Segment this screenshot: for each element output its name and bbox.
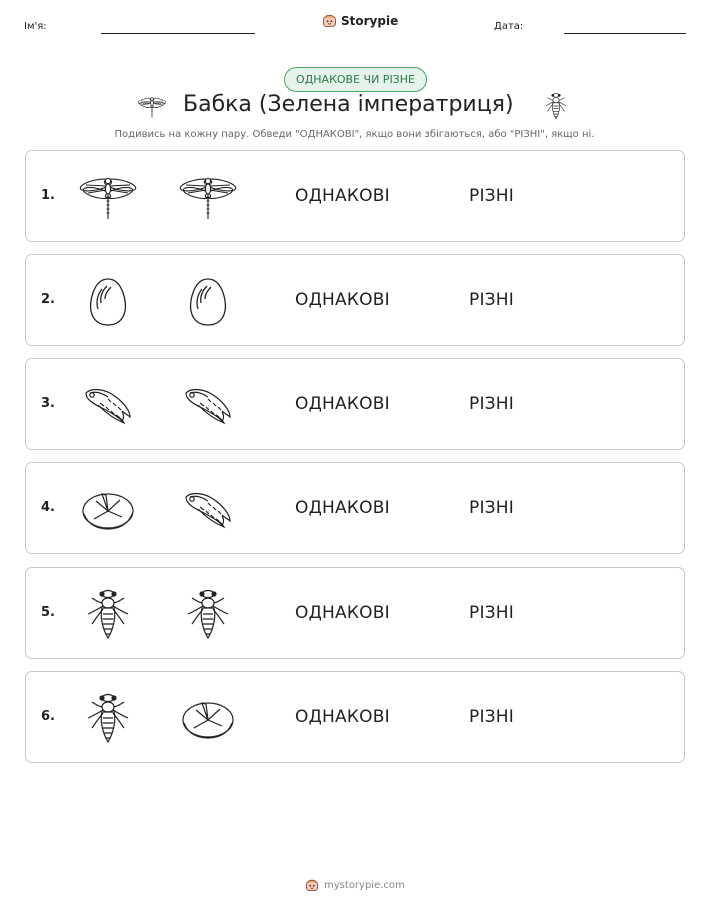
different-option[interactable]: РІЗНІ	[469, 707, 514, 727]
footer-site[interactable]: mystorypie.com	[324, 879, 405, 891]
dragonfly-icon	[78, 167, 138, 227]
different-option[interactable]: РІЗНІ	[469, 603, 514, 623]
storypie-logo-icon	[305, 878, 319, 892]
egg-icon	[178, 271, 238, 331]
different-option[interactable]: РІЗНІ	[469, 394, 514, 414]
dragonfly-icon	[135, 92, 169, 122]
question-row-2	[25, 254, 685, 346]
question-row-1	[25, 150, 685, 242]
question-number: 4.	[41, 500, 55, 515]
name-label: Ім'я:	[24, 21, 47, 32]
title-row	[0, 92, 709, 124]
same-option[interactable]: ОДНАКОВІ	[295, 603, 390, 623]
footer	[305, 878, 405, 892]
dragonfly-icon	[178, 167, 238, 227]
same-option[interactable]: ОДНАКОВІ	[295, 186, 390, 206]
different-option[interactable]: РІЗНІ	[469, 290, 514, 310]
same-option[interactable]: ОДНАКОВІ	[295, 498, 390, 518]
nymph-icon	[78, 688, 138, 748]
question-row-3	[25, 358, 685, 450]
instructions: Подивись на кожну пару. Обведи "ОДНАКОВІ", якщо вони збігаються, або "РІЗНІ", якщо ні.	[114, 129, 595, 140]
brand-logo	[322, 13, 398, 28]
date-label: Дата:	[494, 21, 524, 32]
egg-icon	[78, 271, 138, 331]
nymph-icon	[178, 584, 238, 644]
nymph-icon	[540, 90, 572, 122]
same-option[interactable]: ОДНАКОВІ	[295, 290, 390, 310]
question-number: 2.	[41, 292, 55, 307]
question-number: 6.	[41, 709, 55, 724]
nymph-jaw-icon	[178, 479, 238, 539]
question-number: 5.	[41, 605, 55, 620]
activity-badge: ОДНАКОВЕ ЧИ РІЗНЕ	[284, 67, 427, 92]
name-line[interactable]	[101, 33, 255, 34]
nymph-jaw-icon	[78, 375, 138, 435]
storypie-logo-icon	[322, 13, 337, 28]
question-number: 3.	[41, 396, 55, 411]
same-option[interactable]: ОДНАКОВІ	[295, 707, 390, 727]
different-option[interactable]: РІЗНІ	[469, 498, 514, 518]
lily-pad-icon	[78, 479, 138, 539]
nymph-icon	[78, 584, 138, 644]
question-row-4	[25, 462, 685, 554]
page-title: Бабка (Зелена імператриця)	[183, 92, 514, 117]
brand-name: Storypie	[341, 13, 399, 28]
date-line[interactable]	[564, 33, 686, 34]
nymph-jaw-icon	[178, 375, 238, 435]
question-row-6	[25, 671, 685, 763]
different-option[interactable]: РІЗНІ	[469, 186, 514, 206]
lily-pad-icon	[178, 688, 238, 748]
same-option[interactable]: ОДНАКОВІ	[295, 394, 390, 414]
question-row-5	[25, 567, 685, 659]
question-number: 1.	[41, 188, 55, 203]
